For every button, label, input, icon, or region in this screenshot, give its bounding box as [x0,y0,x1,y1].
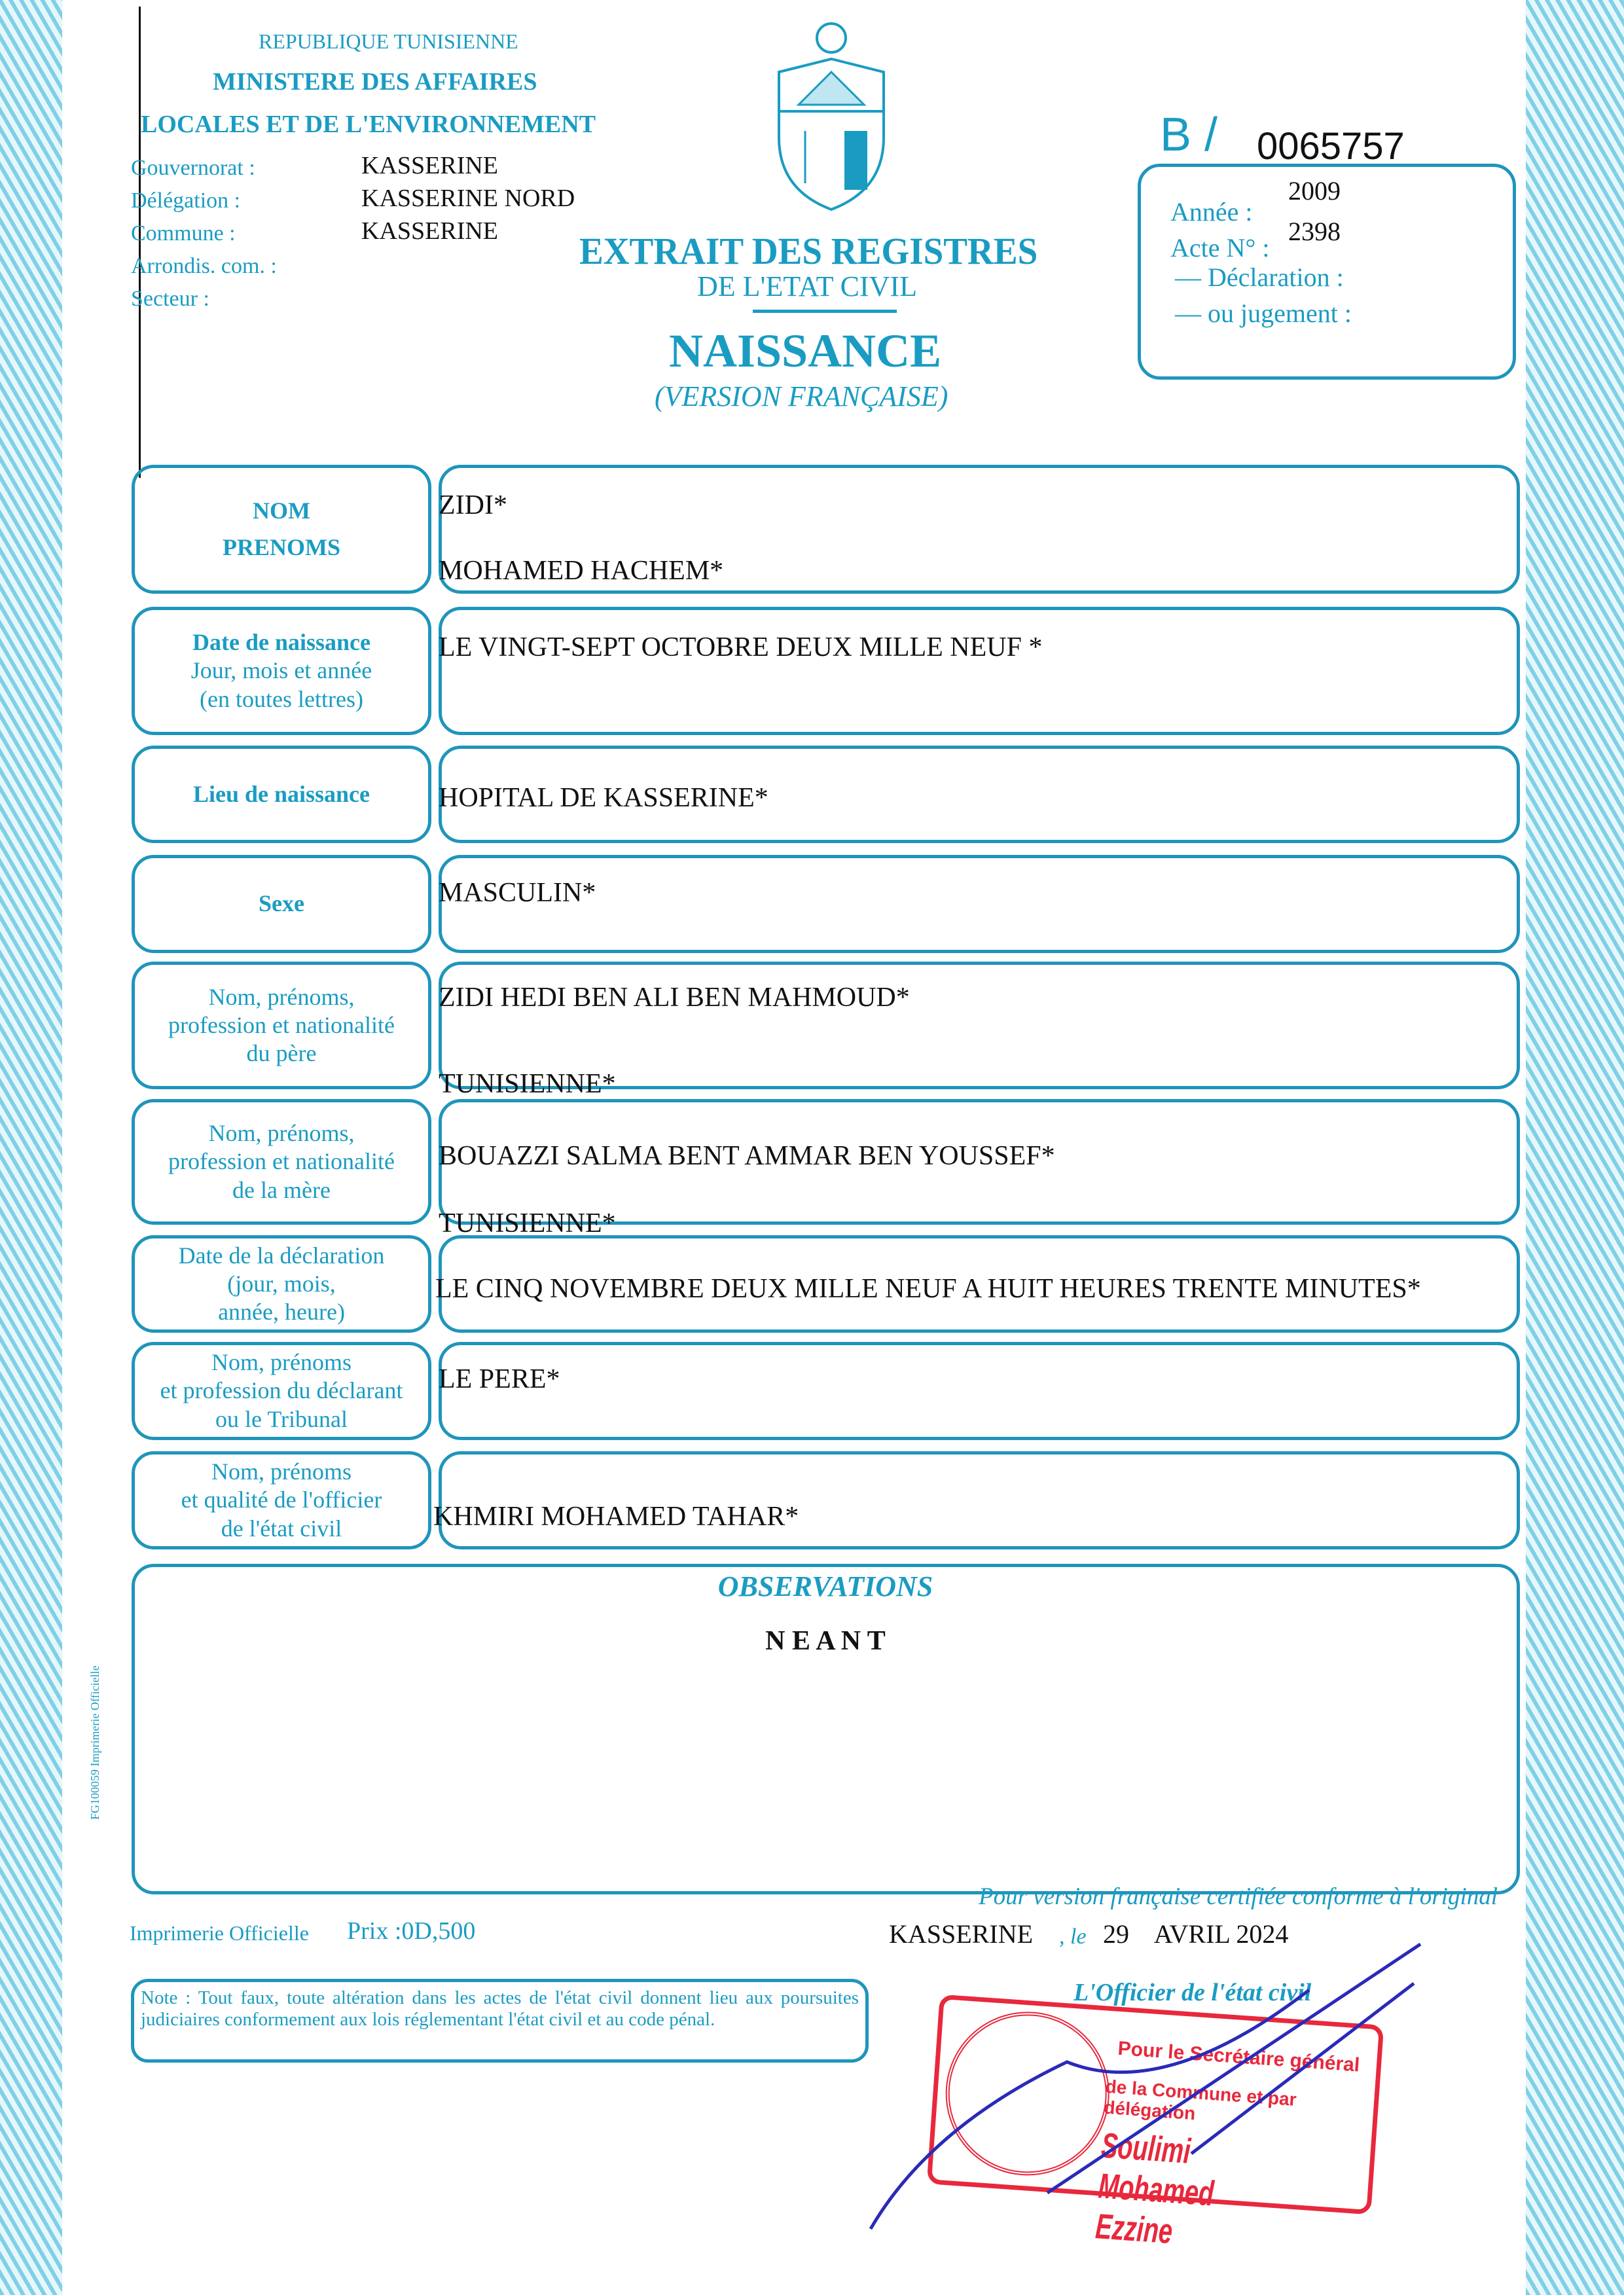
serial-number: 0065757 [1257,125,1405,168]
observations-box [132,1564,1520,1894]
field-label: Gouvernorat : [131,156,255,180]
stamp-line-1: Pour le Secrétaire général [1117,2037,1361,2076]
act-type-title: NAISSANCE [669,325,942,377]
declaration-value: LE CINQ NOVEMBRE DEUX MILLE NEUF A HUIT HEURES TRENTE MINUTES* [435,1274,1421,1304]
mere-nationality: TUNISIENNE* [439,1208,616,1238]
label: Sexe [259,890,304,917]
pere-nationality: TUNISIENNE* [439,1069,616,1099]
acte-value: 2398 [1288,217,1341,246]
sexe-value: MASCULIN* [439,878,596,908]
printer-label: Imprimerie Officielle [130,1921,309,1945]
label: de la mère [232,1176,331,1203]
field-label: Commune : [131,221,236,245]
issue-place: KASSERINE [889,1919,1034,1949]
guilloche-border-left [0,0,62,2295]
field-label: Secteur : [131,287,209,311]
serial-prefix: B / [1160,109,1218,161]
republic-title: REPUBLIQUE TUNISIENNE [259,29,518,53]
mere-label-box [132,1099,431,1225]
label: du père [246,1040,317,1067]
lieu-label-box [132,746,431,843]
gouvernorat-value: KASSERINE [361,152,499,179]
officier-value-box [439,1451,1520,1549]
label: Nom, prénoms, [208,1120,355,1147]
label: Date de la déclaration [178,1242,385,1269]
printer-code: FG100059 Imprimerie Officielle [88,1665,101,1820]
officer-title: L'Officier de l'état civil [1074,1979,1312,2006]
date-prefix: , le [1059,1925,1087,1949]
ministry-line-2: LOCALES ET DE L'ENVIRONNEMENT [141,111,596,138]
guilloche-border-right [1526,0,1624,2295]
label: et qualité de l'officier [181,1487,382,1513]
label: (en toutes lettres) [200,685,363,712]
label: Lieu de naissance [192,780,370,807]
label: et profession du déclarant [160,1377,403,1404]
location-fields [131,152,277,316]
declarant-label-box [132,1342,431,1440]
issue-date: 29 AVRIL 2024 [1103,1919,1289,1949]
declarant-value-box [439,1342,1520,1440]
document-subtitle: DE L'ETAT CIVIL [697,270,917,302]
label: Date de naissance [192,629,370,656]
prenoms-label: PRENOMS [223,533,340,560]
legal-note-box [131,1979,869,2063]
document-title: EXTRAIT DES REGISTRES [579,230,1038,272]
date-naissance-label-box [132,607,431,735]
declarant-value: LE PERE* [439,1364,560,1394]
prenoms-value: MOHAMED HACHEM* [439,556,724,586]
certification-text: Pour version française certifiée conforme à l'original [979,1883,1498,1910]
nom-label-box [132,465,431,594]
delegation-value: KASSERINE NORD [361,185,575,212]
officier-label-box [132,1451,431,1549]
sexe-label-box [132,855,431,953]
nom-value: ZIDI* [439,490,507,520]
lieu-value: HOPITAL DE KASSERINE* [439,783,768,813]
nom-label: NOM [253,497,310,524]
legal-note: Note : Tout faux, toute altération dans les actes de l'état civil donnent lieu aux poursuites judiciaires conformement aux lois réglementant l'état civil et au code pénal. [141,1987,859,2031]
label: profession et nationalité [168,1148,395,1175]
annee-label: Année : [1170,197,1253,226]
coat-of-arms-emblem [766,20,897,216]
pere-value: ZIDI HEDI BEN ALI BEN MAHMOUD* [439,983,910,1013]
declaration-label: — Déclaration : [1175,262,1344,292]
label: Jour, mois et année [190,657,372,684]
version-label: (VERSION FRANÇAISE) [655,380,948,412]
observations-title: OBSERVATIONS [717,1570,933,1602]
observations-value: N E A N T [765,1626,886,1656]
field-label: Délégation : [131,189,241,213]
declaration-label-box [132,1235,431,1333]
label: Nom, prénoms [211,1458,352,1485]
annee-value: 2009 [1288,176,1341,206]
ministry-line-1: MINISTERE DES AFFAIRES [213,68,537,96]
date-naissance-value: LE VINGT-SEPT OCTOBRE DEUX MILLE NEUF * [439,632,1043,662]
label: année, heure) [218,1299,345,1326]
signature [851,1931,1473,2239]
divider [753,310,897,313]
commune-value: KASSERINE [361,217,499,245]
label: de l'état civil [221,1515,342,1542]
label: Nom, prénoms, [208,983,355,1010]
mere-value: BOUAZZI SALMA BENT AMMAR BEN YOUSSEF* [439,1141,1055,1171]
label: ou le Tribunal [215,1405,348,1432]
label: Nom, prénoms [211,1349,352,1376]
field-label: Arrondis. com. : [131,254,277,278]
price: Prix :0D,500 [347,1917,476,1945]
date-naissance-value-box [439,607,1520,735]
label: (jour, mois, [227,1270,336,1297]
stamp-line-2: de la Commune et par délégation [1103,2076,1297,2124]
label: profession et nationalité [168,1011,395,1038]
pere-label-box [132,962,431,1089]
officier-value: KHMIRI MOHAMED TAHAR* [433,1502,799,1532]
stamp-name: Soulimi Mohamed Ezzine [1094,2125,1216,2252]
jugement-label: — ou jugement : [1175,298,1352,328]
acte-label: Acte N° : [1170,233,1270,262]
sexe-value-box [439,855,1520,953]
